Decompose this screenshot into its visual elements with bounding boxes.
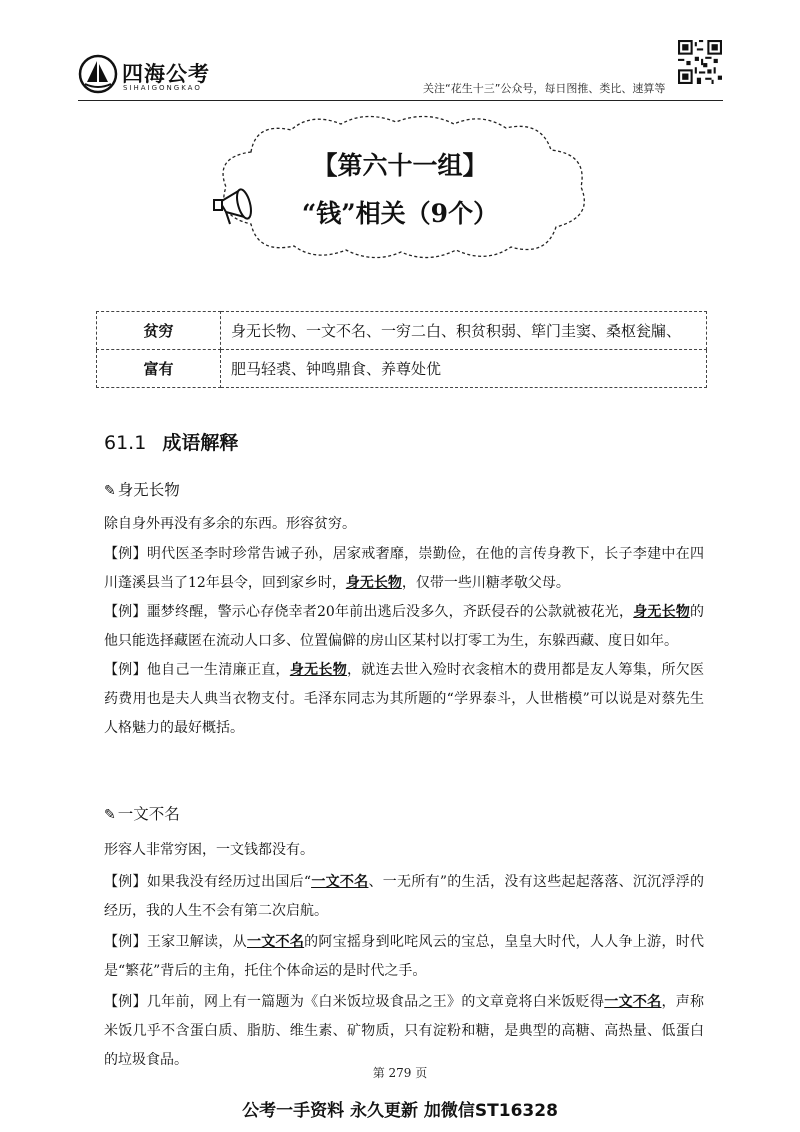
logo-text: 四海公考 xyxy=(122,62,210,86)
qr-code-icon xyxy=(678,40,722,84)
example-paragraph: 【例】噩梦终醒，警示心存侥幸者20年前出逃后没多久，齐跃侵吞的公款就被花光，身无长物的他只能选择藏匿在流动人口多、位置偏僻的房山区某村以打零工为生，东躲西藏、度日如年。 xyxy=(104,604,705,649)
group-subtitle: “钱”相关（9个） xyxy=(301,199,499,228)
section-heading xyxy=(104,428,238,455)
example-paragraph: 【例】王家卫解读，从一文不名的阿宝摇身到叱咤风云的宝总，皇皇大时代，人人争上游，时代是“繁花”背后的主角，托住个体命运的是时代之手。 xyxy=(104,934,705,979)
idiom-definition: 形容人非常穷困，一文钱都没有。 xyxy=(104,842,314,858)
category-table xyxy=(96,311,707,388)
idiom-heading xyxy=(104,802,180,824)
example-paragraph: 【例】他自己一生清廉正直，身无长物，就连去世入殓时衣衾棺木的费用都是友人筹集，所欠医药费用也是夫人典当衣物支付。毛泽东同志为其所题的“学界泰斗，人世楷模”可以说是对蔡先生人格魅力的最好概括。 xyxy=(104,662,705,736)
idiom-term: 一文不名 xyxy=(117,805,180,823)
category-cell: 贫穷 xyxy=(97,312,221,350)
idioms-cell: 肥马轻裘、钟鸣鼎食、养尊处优 xyxy=(221,350,707,388)
footer-banner: 公考一手资料 永久更新 加微信ST16328 xyxy=(242,1101,558,1121)
idioms-cell: 身无长物、一文不名、一穷二白、积贫积弱、筚门圭窦、桑枢瓮牖、 xyxy=(221,312,707,350)
section-number: 61.1 xyxy=(104,432,147,454)
idiom-term: 身无长物 xyxy=(117,481,180,499)
idiom-heading xyxy=(104,478,180,500)
idiom-definition: 除自身外再没有多余的东西。形容贫穷。 xyxy=(104,516,356,532)
table-row xyxy=(97,350,707,388)
pencil-icon: ✎ xyxy=(104,483,116,499)
group-title: 【第六十一组】 xyxy=(312,151,488,180)
sailboat-logo-icon xyxy=(78,54,118,94)
pencil-icon: ✎ xyxy=(104,807,116,823)
header-note: 关注“花生十三”公众号，每日图推、类比、速算等 xyxy=(423,82,666,95)
page-number: 第 279 页 xyxy=(372,1066,428,1080)
example-paragraph: 【例】如果我没有经历过出国后“一文不名、一无所有”的生活，没有这些起起落落、沉沉浮浮的经历，我的人生不会有第二次启航。 xyxy=(104,874,705,919)
table-row xyxy=(97,312,707,350)
cloud-title-frame xyxy=(196,112,606,262)
page-header xyxy=(78,38,728,100)
section-title: 成语解释 xyxy=(162,432,239,454)
logo-subtext: SIHAIGONGKAO xyxy=(123,84,202,92)
category-cell: 富有 xyxy=(97,350,221,388)
example-paragraph: 【例】几年前，网上有一篇题为《白米饭垃圾食品之王》的文章竟将白米饭贬得一文不名，声称米饭几乎不含蛋白质、脂肪、维生素、矿物质，只有淀粉和糖，是典型的高糖、高热量、低蛋白的垃圾食品。 xyxy=(104,994,705,1068)
header-divider xyxy=(78,100,723,101)
logo xyxy=(78,54,243,98)
example-paragraph: 【例】明代医圣李时珍常告诫子孙，居家戒奢靡，崇勤俭，在他的言传身教下，长子李建中在四川蓬溪县当了12年县令，回到家乡时，身无长物，仅带一些川糖孝敬父母。 xyxy=(104,546,705,591)
